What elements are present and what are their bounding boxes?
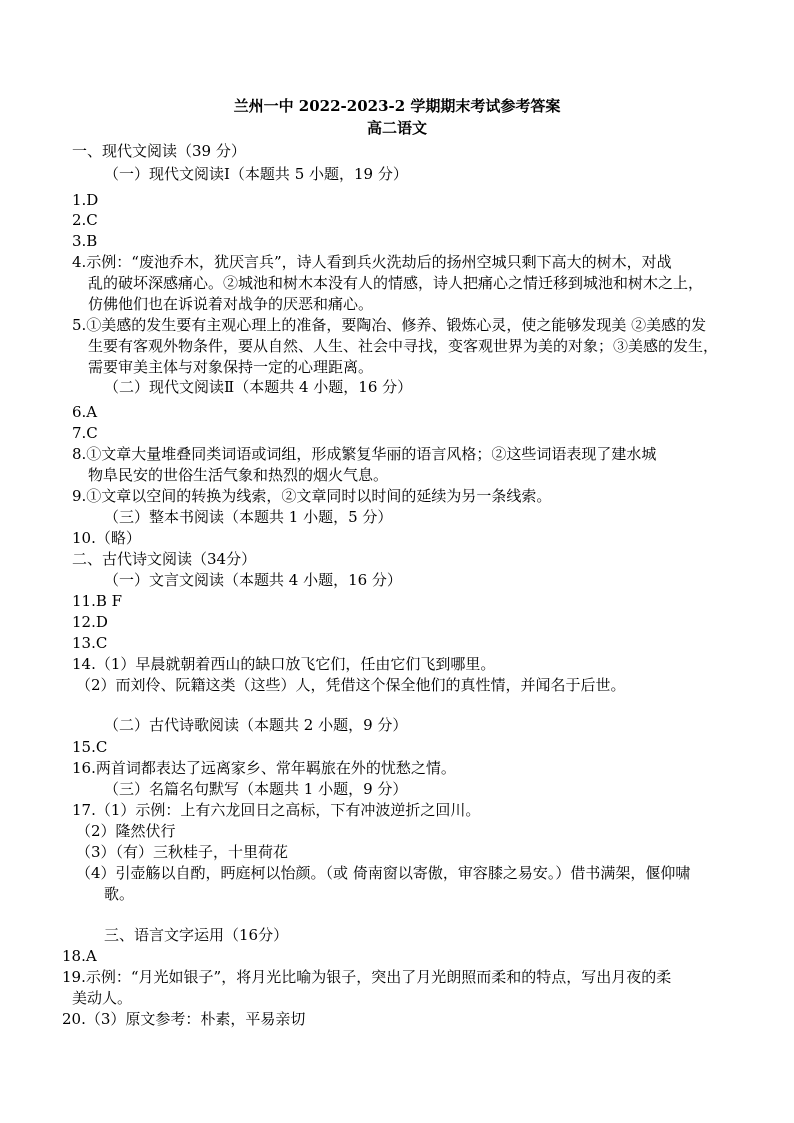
answer-line: 需要审美主体与对象保持一定的心理距离。 bbox=[88, 358, 374, 376]
answer-line: 17.（1）示例：上有六龙回日之高标，下有冲波逆折之回川。 bbox=[72, 801, 481, 819]
answer-line: 13.C bbox=[72, 634, 108, 652]
doc-subtitle: 高二语文 bbox=[366, 119, 427, 137]
answer-line: 11.B F bbox=[72, 592, 123, 610]
section-heading: 二、古代诗文阅读（34分） bbox=[72, 550, 257, 568]
subsection-heading: （二）古代诗歌阅读（本题共 2 小题，9 分） bbox=[104, 716, 408, 734]
answer-line: 3.B bbox=[72, 232, 98, 250]
answer-line: 7.C bbox=[72, 424, 98, 442]
answer-line: 10.（略） bbox=[72, 529, 141, 547]
answer-line: （3）（有）三秋桂子，十里荷花 bbox=[76, 843, 289, 861]
subsection-heading: （一）文言文阅读（本题共 4 小题，16 分） bbox=[104, 571, 402, 589]
answer-line: 16.两首词都表达了远离家乡、常年羁旅在外的忧愁之情。 bbox=[72, 759, 456, 777]
subsection-heading: （一）现代文阅读Ⅰ（本题共 5 小题，19 分） bbox=[104, 165, 408, 183]
answer-line: 5.①美感的发生要有主观心理上的准备，要陶冶、修养、锻炼心灵，使之能够发现美 ②美感的发 bbox=[72, 316, 707, 334]
answer-line: 15.C bbox=[72, 738, 108, 756]
answer-line: 乱的破坏深感痛心。②城池和树木本没有人的情感，诗人把痛心之情迁移到城池和树木之上， bbox=[88, 274, 704, 292]
answer-line: 生要有客观外物条件，要从自然、人生、社会中寻找，变客观世界为美的对象；③美感的发生， bbox=[88, 337, 719, 355]
answer-line: （2）隆然伏行 bbox=[76, 822, 176, 840]
answer-line: 仿佛他们也在诉说着对战争的厌恶和痛心。 bbox=[88, 295, 374, 313]
answer-line: 9.①文章以空间的转换为线索，②文章同时以时间的延续为另一条线索。 bbox=[72, 487, 552, 505]
answer-line: 美动人。 bbox=[72, 989, 133, 1007]
answer-line: 18.A bbox=[62, 947, 97, 965]
answer-line: 14.（1）早晨就朝着西山的缺口放飞它们，任由它们飞到哪里。 bbox=[72, 655, 496, 673]
answer-line: 歌。 bbox=[104, 885, 135, 903]
doc-title: 兰州一中 2022-2023-2 学期期末考试参考答案 bbox=[233, 97, 561, 115]
answer-line: （4）引壶觞以自酌，眄庭柯以怡颜。（或 倚南窗以寄傲，审容膝之易安。）借书满架，偃仰啸 bbox=[76, 864, 691, 882]
answer-line: 2.C bbox=[72, 211, 98, 229]
answer-line: 12.D bbox=[72, 613, 108, 631]
subsection-heading: （三）名篇名句默写（本题共 1 小题，9 分） bbox=[104, 780, 408, 798]
answer-line: 1.D bbox=[72, 191, 99, 209]
subsection-heading: （二）现代文阅读Ⅱ（本题共 4 小题，16 分） bbox=[104, 378, 413, 396]
answer-line: （2）而刘伶、阮籍这类（这些）人，凭借这个保全他们的真性情，并闻名于后世。 bbox=[76, 676, 626, 694]
section-heading: 一、现代文阅读（39 分） bbox=[72, 142, 246, 160]
answer-line: 19.示例：“月光如银子”，将月光比喻为银子，突出了月光朗照而柔和的特点，写出月夜的柔 bbox=[62, 968, 672, 986]
answer-line: 4.示例：“废池乔木，犹厌言兵”，诗人看到兵火洗劫后的扬州空城只剩下高大的树木，对战 bbox=[72, 253, 672, 271]
answer-line: 8.①文章大量堆叠同类词语或词组，形成繁复华丽的语言风格；②这些词语表现了建水城 bbox=[72, 445, 657, 463]
answer-line: 20.（3）原文参考：朴素，平易亲切 bbox=[62, 1010, 306, 1028]
answer-line: 6.A bbox=[72, 403, 98, 421]
answer-line: 物阜民安的世俗生活气象和热烈的烟火气息。 bbox=[88, 466, 389, 484]
section-heading: 三、语言文字运用（16分） bbox=[104, 926, 289, 944]
subsection-heading: （三）整本书阅读（本题共 1 小题，5 分） bbox=[104, 508, 393, 526]
